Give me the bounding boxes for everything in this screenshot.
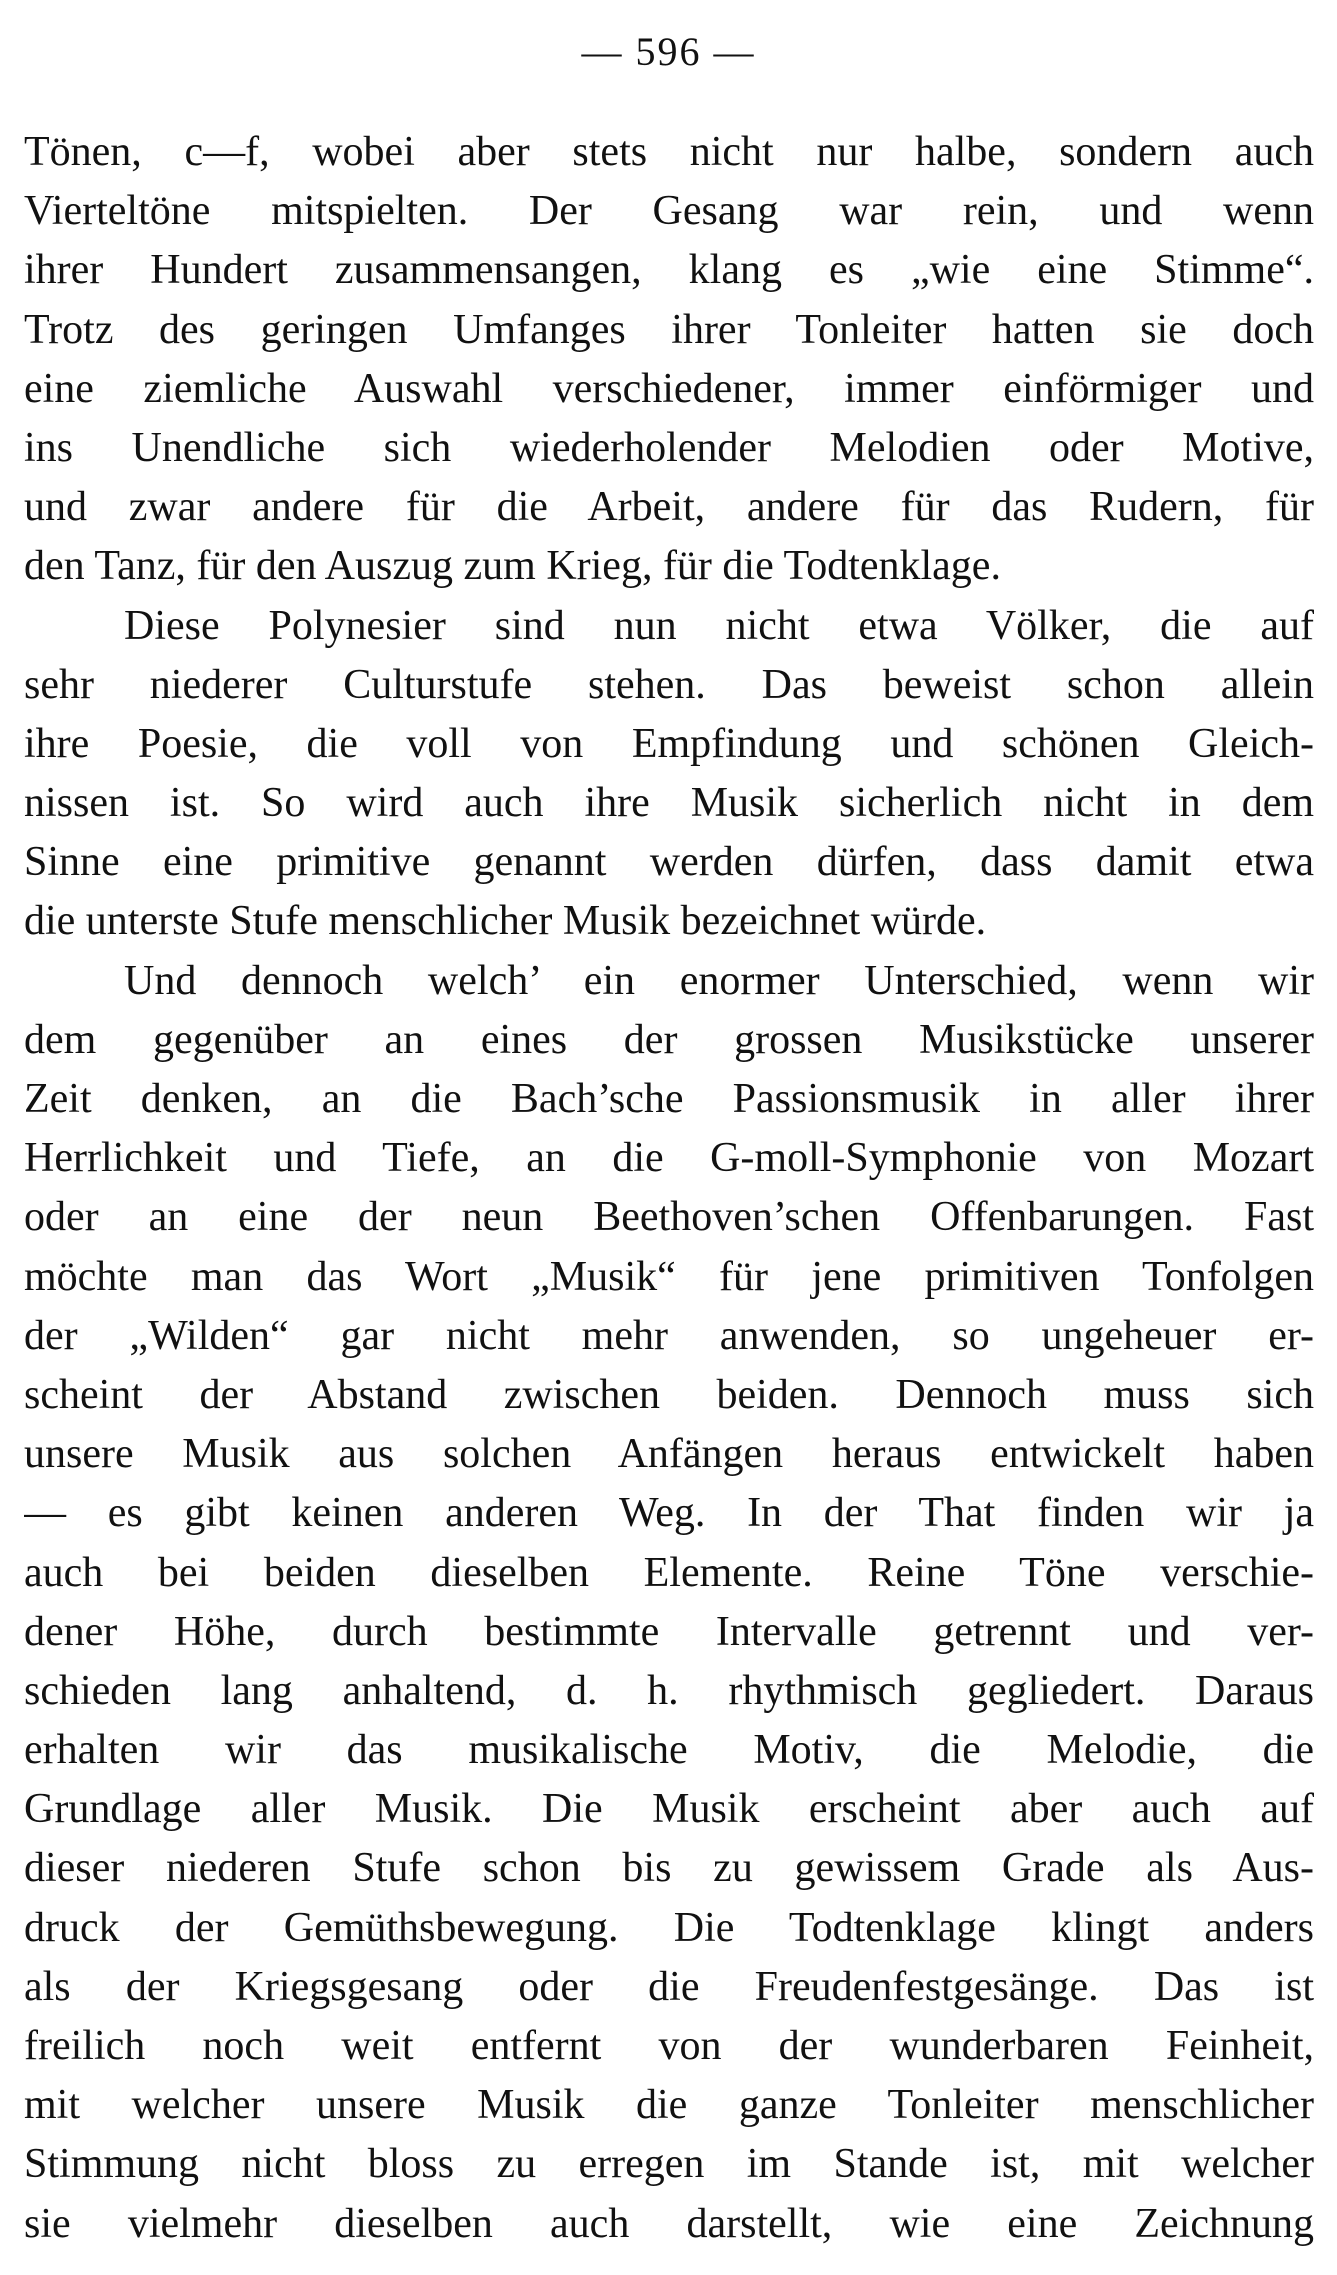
text-line: eine ziemliche Auswahl verschiedener, immer einförmiger und	[24, 365, 1314, 412]
body-text	[24, 123, 1314, 2254]
text-line: sie vielmehr dieselben auch darstellt, wie eine Zeichnung	[24, 2200, 1314, 2247]
text-line: schieden lang anhaltend, d. h. rhythmisch gegliedert. Daraus	[24, 1667, 1314, 1714]
text-line: auch bei beiden dieselben Elemente. Reine Töne verschie-	[24, 1549, 1314, 1596]
text-line: oder an eine der neun Beethoven’schen Offenbarungen. Fast	[24, 1194, 1314, 1241]
text-line: ihrer Hundert zusammensangen, klang es „wie eine Stimme“.	[24, 247, 1314, 294]
text-line: freilich noch weit entfernt von der wunderbaren Feinheit,	[24, 2023, 1314, 2069]
text-line: Trotz des geringen Umfanges ihrer Tonleiter hatten sie doch	[24, 306, 1314, 353]
text-line: Stimmung nicht bloss zu erregen im Stande ist, mit welcher	[24, 2141, 1314, 2188]
text-line: ihre Poesie, die voll von Empfindung und schönen Gleich-	[24, 720, 1314, 767]
text-line: unsere Musik aus solchen Anfängen heraus entwickelt haben	[24, 1431, 1314, 1478]
text-line: Tönen, c—f, wobei aber stets nicht nur halbe, sondern auch	[24, 129, 1314, 175]
text-line: die unterste Stufe menschlicher Musik bezeichnet würde.	[24, 898, 987, 945]
text-line: Grundlage aller Musik. Die Musik erscheint aber auch auf	[24, 1786, 1314, 1833]
text-line: dener Höhe, durch bestimmte Intervalle getrennt und ver-	[24, 1608, 1314, 1655]
text-line: sehr niederer Culturstufe stehen. Das beweist schon allein	[24, 661, 1314, 708]
text-line: als der Kriegsgesang oder die Freudenfestgesänge. Das ist	[24, 1963, 1314, 2010]
text-line: erhalten wir das musikalische Motiv, die Melodie, die	[24, 1727, 1314, 1774]
text-line: nissen ist. So wird auch ihre Musik sicherlich nicht in dem	[24, 780, 1314, 827]
text-line: und zwar andere für die Arbeit, andere für das Rudern, für	[24, 484, 1314, 531]
text-line: möchte man das Wort „Musik“ für jene primitiven Tonfolgen	[24, 1253, 1314, 1300]
text-line: den Tanz, für den Auszug zum Krieg, für die Todtenklage.	[24, 543, 1001, 590]
text-line: Und dennoch welch’ ein enormer Unterschied, wenn wir	[124, 957, 1314, 1004]
text-line: Sinne eine primitive genannt werden dürfen, dass damit etwa	[24, 839, 1314, 886]
text-line: Herrlichkeit und Tiefe, an die G-moll-Symphonie von Mozart	[24, 1135, 1314, 1182]
text-line: Diese Polynesier sind nun nicht etwa Völker, die auf	[124, 602, 1314, 649]
text-line: Zeit denken, an die Bach’sche Passionsmusik in aller ihrer	[24, 1076, 1314, 1122]
text-line: ins Unendliche sich wiederholender Melodien oder Motive,	[24, 424, 1314, 471]
text-line: mit welcher unsere Musik die ganze Tonleiter menschlicher	[24, 2082, 1314, 2129]
text-line: dieser niederen Stufe schon bis zu gewissem Grade als Aus-	[24, 1845, 1314, 1892]
text-line: dem gegenüber an eines der grossen Musikstücke unserer	[24, 1016, 1314, 1063]
page-number: — 596 —	[581, 29, 756, 74]
text-line: scheint der Abstand zwischen beiden. Dennoch muss sich	[24, 1371, 1314, 1418]
text-line: druck der Gemüthsbewegung. Die Todtenklage klingt anders	[24, 1904, 1314, 1951]
text-line: der „Wilden“ gar nicht mehr anwenden, so ungeheuer er-	[24, 1312, 1314, 1359]
text-line: Vierteltöne mitspielten. Der Gesang war rein, und wenn	[24, 188, 1314, 235]
text-line: — es gibt keinen anderen Weg. In der That finden wir ja	[24, 1490, 1314, 1537]
